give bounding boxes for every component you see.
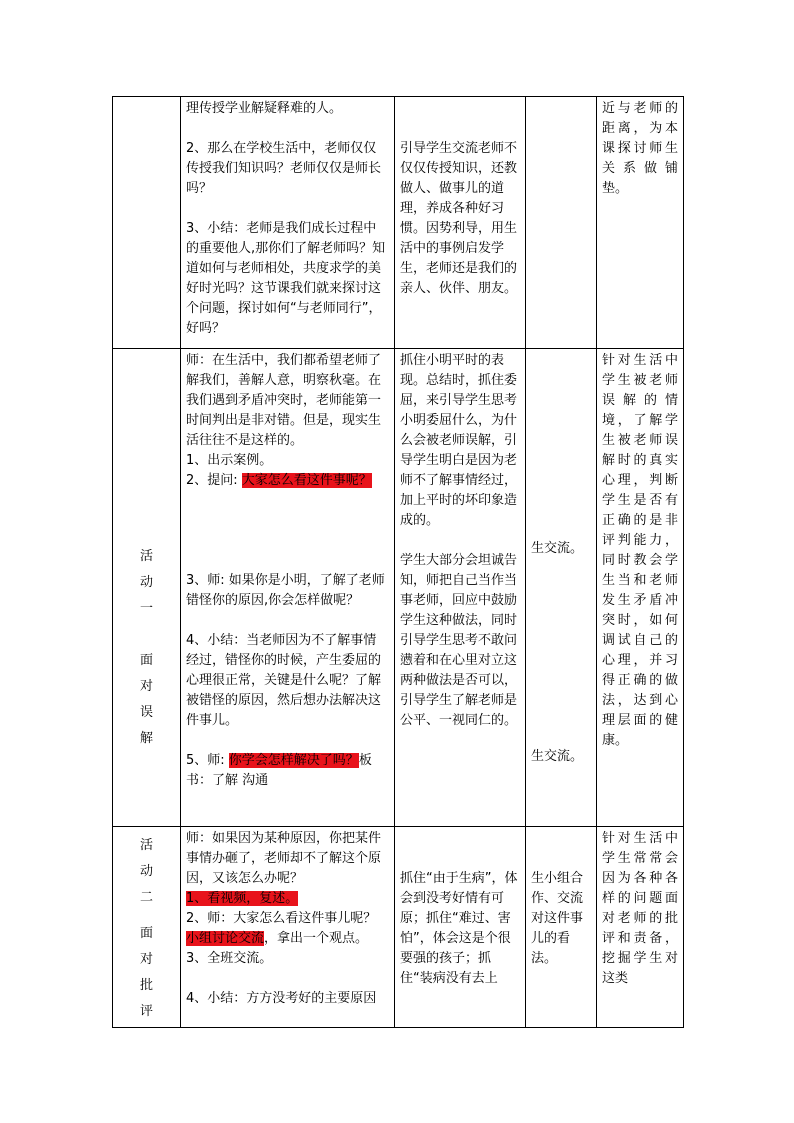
paragraph: 1、出示案例。 [186, 453, 273, 468]
intent-cell [597, 349, 684, 827]
highlight: 小组讨论交流 [186, 931, 265, 946]
activity-label-cell: 活 动 一 面 对 误 解 [113, 349, 181, 827]
process-cell [181, 349, 395, 827]
paragraph: 理传授学业解疑释难的人。 [186, 101, 343, 116]
paragraph: 小组讨论交流，拿出一个观点。 [186, 931, 369, 946]
activity-label-cell [113, 97, 181, 349]
paragraph: 2、师：大家怎么看这件事儿呢？ [186, 911, 377, 926]
paragraph: 3、师: 如果你是小明，了解了老师错怪你的原因,你会怎样做呢？ [186, 573, 385, 608]
paragraph: 师：如果因为某种原因，你把某件事情办砸了，老师却不了解这个原因，又该怎么办呢？ [186, 831, 382, 886]
paragraph: 4、小结：方方没考好的主要原因 [186, 991, 377, 1006]
table-row [113, 349, 684, 827]
paragraph: 学生大部分会坦诚告知，师把自己当作当事老师，回应中鼓励学生这种做法，同时引导学生思考不敢问懑着和在心里对立这两种做法是否可以，引导学生了解老师是公平、一视同仁的。 [400, 553, 518, 728]
paragraph: 生交流。 [531, 541, 584, 556]
guide-cell [395, 97, 526, 349]
paragraph: 2、提问: 大家怎么看这件事呢？ [186, 473, 372, 488]
highlight: 1、看视频，复述。 [186, 891, 299, 906]
process-cell [181, 827, 395, 1028]
guide-cell [395, 349, 526, 827]
intent-cell [597, 827, 684, 1028]
student-cell [526, 349, 597, 827]
guide-cell [395, 827, 526, 1028]
paragraph: 引导学生交流老师不仅仅传授知识，还教做人、做事儿的道理，养成各种好习惯。因势利导，用生活中的事例启发学生，老师还是我们的亲人、伙伴、朋友。 [400, 141, 518, 296]
activity-label-cell: 活 动 二 面 对 批 评 [113, 827, 181, 1028]
paragraph: 3、全班交流。 [186, 951, 273, 966]
paragraph: 2、那么在学校生活中，老师仅仅传授我们知识吗？老师仅仅是师长吗？ [186, 141, 382, 196]
table-row [113, 97, 684, 349]
lesson-plan-table [112, 96, 684, 1028]
highlight: 你学会怎样解决了吗？ [228, 753, 359, 768]
paragraph: 5、师: 你学会怎样解决了吗？板书：了解 沟通 [186, 753, 372, 788]
paragraph: 抓住“由于生病”，体会到没考好情有可原；抓住“难过、害怕”，体会这是个很要强的孩子；抓住“装病没有去上 [400, 871, 518, 986]
paragraph: 针对生活中学生被老师误解的情境，了解学生被老师误解时的真实心理，判断学生是否有正确的是非评判能力，同时教会学生当和老师发生矛盾冲突时，如何调试自己的心理，并习得正确的做法，达到心理层面的健康。 [602, 353, 678, 748]
table-row [113, 827, 684, 1028]
process-cell [181, 97, 395, 349]
paragraph: 生小组合作、交流对这件事儿的看法。 [531, 871, 584, 966]
student-cell [526, 97, 597, 349]
paragraph: 生交流。 [531, 749, 584, 764]
paragraph: 3、小结：老师是我们成长过程中的重要他人,那你们了解老师吗？知道如何与老师相处，共度求学的美好时光吗？这节课我们就来探讨这个问题，探讨如何“与老师同行”，好吗？ [186, 221, 386, 336]
student-cell [526, 827, 597, 1028]
paragraph [186, 889, 389, 909]
paragraph: 近与老师的距离，为本课探讨师生关系做铺垫。 [602, 101, 678, 196]
paragraph: 抓住小明平时的表现。总结时，抓住委屈，来引导学生思考小明委屈什么，为什么会被老师误解，引导学生明白是因为老师不了解事情经过，加上平时的坏印象造成的。 [400, 353, 518, 528]
paragraph: 师：在生活中，我们都希望老师了解我们，善解人意，明察秋毫。在我们遇到矛盾冲突时，老师能第一时间判出是非对错。但是，现实生活往往不是这样的。 [186, 353, 382, 448]
paragraph: 针对生活中学生常常会因为各种各样的问题面对老师的批评和责备，挖掘学生对这类 [602, 831, 678, 986]
paragraph: 4、小结：当老师因为不了解事情经过，错怪你的时候，产生委屈的心理很正常，关键是什么呢？了解被错怪的原因，然后想办法解决这件事儿。 [186, 633, 382, 728]
highlight: 大家怎么看这件事呢？ [241, 473, 372, 488]
intent-cell [597, 97, 684, 349]
